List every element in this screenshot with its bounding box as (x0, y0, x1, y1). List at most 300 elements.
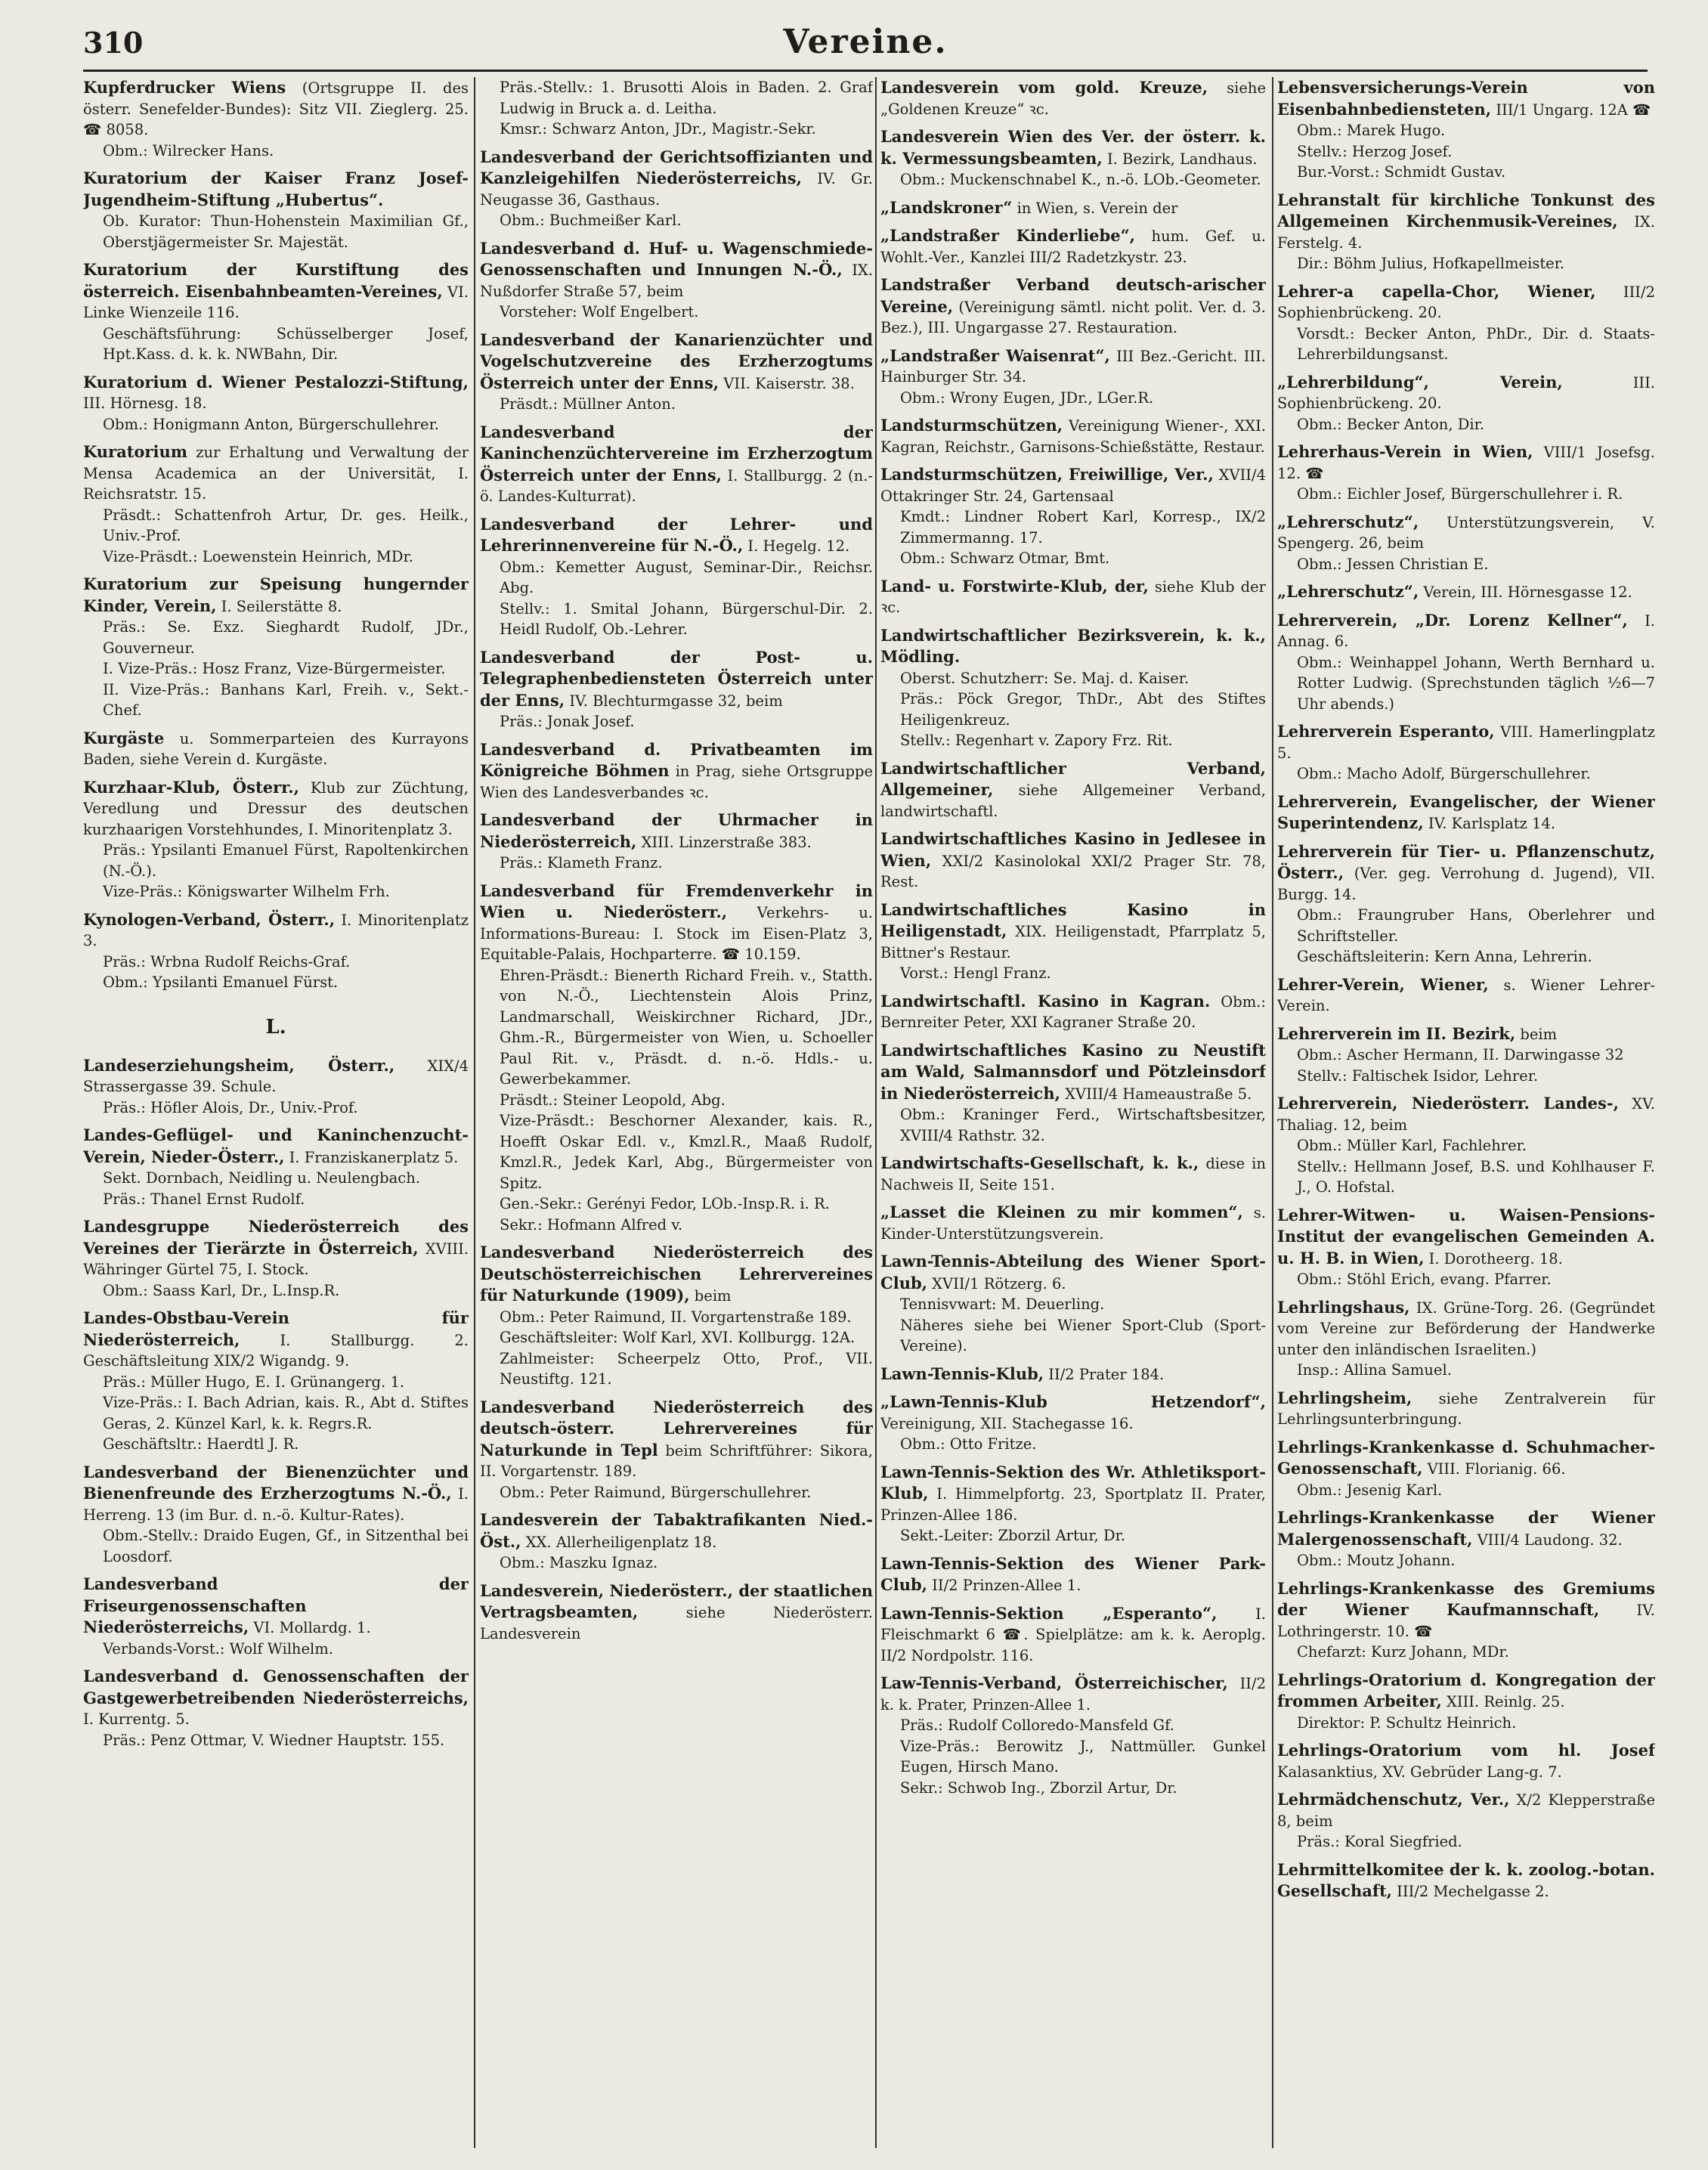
directory-entry (1277, 974, 1655, 1017)
entry-name: Landesverband der Uhrmacher in Niederösterreich, (480, 810, 873, 851)
entry-address: X/2 Klepperstraße 8, beim (1277, 1791, 1655, 1830)
entry-name: Kuratorium zur Speisung hungernder Kinder, Verein, (83, 574, 469, 615)
directory-entry (1277, 1670, 1655, 1734)
entry-name: Landesverband Niederösterreich des Deutschösterreichischen Lehrervereines für Naturkunde (1909), (480, 1243, 873, 1305)
entry-address: hum. Gef. u. Wohlt.-Ver., Kanzlei III/2 Radetzkystr. 23. (880, 228, 1266, 266)
entry-address: in Wien, s. Verein der (1016, 199, 1178, 217)
entry-name: Lawn-Tennis-Abteilung des Wiener Sport-Club, (880, 1252, 1266, 1292)
directory-entry (880, 1462, 1266, 1546)
entry-address: XVIII/4 Hameaustraße 5. (1065, 1085, 1252, 1103)
entry-officer: Präs.: Penz Ottmar, V. Wiedner Hauptstr. 155. (103, 1731, 445, 1749)
directory-entry (1277, 1578, 1655, 1663)
directory-entry (1277, 1297, 1655, 1381)
directory-entry (1277, 1437, 1655, 1501)
directory-entry (480, 1397, 873, 1503)
directory-entry (1277, 512, 1655, 575)
directory-entry (880, 126, 1266, 190)
entry-address: XIII. Linzerstraße 383. (641, 833, 812, 851)
entry-officer: Obm.: Macho Adolf, Bürgerschullehrer. (1297, 765, 1591, 782)
entry-address: XVIII. Währinger Gürtel 75, I. Stock. (83, 1240, 469, 1278)
entry-name: Lehrerverein, „Dr. Lorenz Kellner“, (1277, 610, 1628, 630)
entry-officer: Obm.: Jessen Christian E. (1297, 555, 1489, 573)
entry-address: XIII. Reinlg. 25. (1446, 1693, 1565, 1710)
directory-entry (1277, 281, 1655, 365)
directory-entry (880, 197, 1266, 219)
entry-name: Lehrmädchenschutz, Ver., (1277, 1790, 1510, 1809)
entry-address: XVII/1 Rötzerg. 6. (932, 1274, 1066, 1292)
column-3 (880, 77, 1266, 2148)
directory-entry (83, 909, 469, 993)
entry-officer: Chefarzt: Kurz Johann, MDr. (1297, 1643, 1509, 1661)
entry-name: Landesverband Niederösterreich des deutsch-österr. Lehrervereines für Naturkunde in Tepl (480, 1397, 873, 1460)
entry-address: I. Seilerstätte 8. (221, 597, 342, 615)
entry-officer: Präs.-Stellv.: 1. Brusotti Alois in Baden. 2. Graf Ludwig in Bruck a. d. Leitha. (500, 79, 873, 117)
entry-address: II/2 Prinzen-Allee 1. (932, 1577, 1081, 1594)
entry-officer: Sekt. Dornbach, Neidling u. Neulengbach. (103, 1169, 420, 1187)
entry-name: „Lasset die Kleinen zu mir kommen“, (880, 1203, 1243, 1221)
directory-entry (480, 881, 873, 1236)
entry-officer: Stellv.: Regenhart v. Zapory Frz. Rit. (900, 732, 1173, 749)
entry-officer: Kmsr.: Schwarz Anton, JDr., Magistr.-Sekr. (500, 120, 816, 138)
page-title: Vereine. (783, 23, 948, 61)
entry-address: XIX. Heiligenstadt, Pfarrplatz 5, Bittner's Restaur. (880, 923, 1266, 961)
entry-officer: Obm.: Maszku Ignaz. (500, 1554, 658, 1571)
directory-entry (480, 330, 873, 415)
entry-name: Landesverband der Kaninchenzüchtervereine im Erzherzogtum Österreich unter der Enns, (480, 422, 873, 484)
column-4 (1277, 77, 1655, 2148)
directory-entry (880, 625, 1266, 751)
header-rule (83, 70, 1648, 72)
entry-officer: Stellv.: Herzog Josef. (1297, 142, 1453, 160)
entry-officer: Präs.: Klameth Franz. (500, 854, 663, 871)
entry-officer: Obm.: Kraninger Ferd., Wirtschaftsbesitzer, XVIII/4 Rathstr. 32. (900, 1106, 1266, 1144)
entry-officer: Obm.: Becker Anton, Dir. (1297, 415, 1485, 433)
entry-address: Verein, III. Hörnesgasse 12. (1423, 584, 1632, 601)
entry-address: VII. Kaiserstr. 38. (723, 374, 855, 392)
entry-address: Unterstützungsverein, V. Spengerg. 26, beim (1277, 513, 1655, 552)
entry-name: Lawn-Tennis-Sektion „Esperanto“, (880, 1603, 1218, 1623)
directory-entry (1277, 1023, 1655, 1087)
entry-name: Lehrmittelkomitee der k. k. zoolog.-botan. Gesellschaft, (1277, 1859, 1655, 1900)
entry-officer: Obm.: Müller Karl, Fachlehrer. (1297, 1137, 1527, 1154)
entry-address: s. Kinder-Unterstützungsverein. (880, 1204, 1266, 1243)
entry-name: Landesverein vom gold. Kreuze, (880, 78, 1208, 97)
entry-name: Landesverband der Gerichtsoffizianten und Kanzleigehilfen Niederösterreichs, (480, 147, 873, 187)
entry-name: Lehranstalt für kirchliche Tonkunst des Allgemeinen Kirchenmusik-Vereines, (1277, 190, 1655, 231)
entry-officer: Präsdt.: Müllner Anton. (500, 395, 676, 413)
entry-name: Landesverband d. Huf- u. Wagenschmiede-Genossenschaften und Innungen N.-Ö., (480, 238, 873, 279)
entry-name: Lehrerverein, Niederösterr. Landes-, (1277, 1094, 1619, 1113)
directory-entry (1277, 1093, 1655, 1198)
directory-entry (1277, 1789, 1655, 1853)
entry-name: Landeserziehungsheim, Österr., (83, 1055, 395, 1075)
entry-officer: Präs.: Thanel Ernst Rudolf. (103, 1190, 305, 1208)
entry-officer: Obm.: Stöhl Erich, evang. Pfarrer. (1297, 1271, 1552, 1288)
entry-name: Landsturmschützen, Freiwillige, Ver., (880, 465, 1214, 484)
entry-address: IX. Grüne-Torg. 26. (Gegründet vom Vereine zur Beförderung der Handwerke unter den inländischen Israeliten.) (1277, 1299, 1655, 1358)
entry-officer: Obm.: Jesenig Karl. (1297, 1481, 1443, 1499)
entry-officer: Obm.: Peter Raimund, Bürgerschullehrer. (500, 1483, 812, 1501)
entry-name: Landwirtschaftlicher Verband, Allgemeiner, (880, 758, 1266, 799)
entry-address: I. Himmelpfortg. 23, Sportplatz II. Prater, Prinzen-Allee 186. (880, 1485, 1266, 1524)
directory-entry (480, 238, 873, 323)
entry-officer: Obm.: Peter Raimund, II. Vorgartenstraße 189. (500, 1308, 852, 1326)
directory-entry (880, 415, 1266, 457)
entry-address: Vereinigung, XII. Stachegasse 16. (880, 1414, 1134, 1432)
directory-entry (880, 225, 1266, 268)
entry-officer: Stellv.: 1. Smital Johann, Bürgerschul-Dir. 2. Heidl Rudolf, Ob.-Lehrer. (500, 599, 873, 638)
directory-entry (480, 647, 873, 732)
entry-address: beim (1520, 1025, 1558, 1043)
entry-address: I. Annag. 6. (1277, 611, 1655, 650)
entry-name: Landesverband d. Privatbeamten im Königreiche Böhmen (480, 739, 873, 780)
entry-name: Landwirtschafts-Gesellschaft, k. k., (880, 1153, 1199, 1172)
entry-officer: Präsdt.: Steiner Leopold, Abg. (500, 1091, 726, 1109)
entry-officer: Präs.: Se. Exz. Sieghardt Rudolf, JDr., Gouverneur. (103, 618, 469, 657)
entry-address: VI. Linke Wienzeile 116. (83, 283, 469, 321)
entry-name: Lebensversicherungs-Verein von Eisenbahnbediensteten, (1277, 78, 1655, 119)
entry-name: Landwirtschaftliches Kasino zu Neustift am Wald, Salmannsdorf und Pötzleinsdorf in Niederösterreich, (880, 1040, 1266, 1103)
entry-name: Landesgruppe Niederösterreich des Vereines der Tierärzte in Österreich, (83, 1217, 469, 1258)
directory-entry (480, 147, 873, 231)
entry-address: VIII. Florianig. 66. (1427, 1460, 1566, 1478)
entry-address: VIII. Hamerlingplatz 5. (1277, 723, 1655, 762)
entry-address: XV. Thaliag. 12, beim (1277, 1095, 1655, 1134)
entry-name: „Landstraßer Kinderliebe“, (880, 226, 1135, 245)
directory-entry (1277, 721, 1655, 785)
entry-officer: Zahlmeister: Scheerpelz Otto, Prof., VII. Neustiftg. 121. (500, 1349, 873, 1388)
page-header (83, 23, 1648, 67)
entry-name: Lehrlingsheim, (1277, 1388, 1413, 1407)
entry-officer: Präs.: Höfler Alois, Dr., Univ.-Prof. (103, 1098, 358, 1116)
entry-officer: Vize-Präsdt.: Loewenstein Heinrich, MDr. (103, 547, 413, 565)
entry-name: Kupferdrucker Wiens (83, 78, 286, 97)
directory-entry (83, 372, 469, 435)
entry-address: beim (694, 1287, 732, 1305)
directory-entry (880, 899, 1266, 984)
entry-officer: Dir.: Böhm Julius, Hofkapellmeister. (1297, 255, 1565, 272)
entry-name: Kuratorium der Kurstiftung des österreich. Eisenbahnbeamten-Vereines, (83, 260, 469, 301)
entry-officer: Ehren-Präsdt.: Bienerth Richard Freih. v., Statth. von N.-Ö., Liechtenstein Alois Prinz, Landmarschall, Weiskirchner Richard, JDr., Ghm.-R., Bürgermeister von Wien, u. Schoeller Paul Rit. v., Präsdt. d. n.-ö. Hdls.- u. Gewerbekammer. (500, 966, 873, 1088)
directory-entry (880, 77, 1266, 119)
entry-name: Lehrlings-Krankenkasse der Wiener Malergenossenschaft, (1277, 1508, 1655, 1549)
directory-entry (1277, 791, 1655, 834)
entry-officer: Obm.: Ypsilanti Emanuel Fürst. (103, 974, 339, 991)
directory-entry (480, 739, 873, 803)
entry-name: „Landstraßer Waisenrat“, (880, 345, 1110, 365)
entry-officer: Präs.: Jonak Josef. (500, 713, 635, 730)
entry-address: Obm.: Bernreiter Peter, XXI Kagraner Straße 20. (880, 992, 1266, 1031)
entry-address: IX. Nußdorfer Straße 57, beim (480, 262, 873, 300)
entry-name: Landesverband d. Genossenschaften der Gastgewerbetreibenden Niederösterreichs, (83, 1667, 469, 1707)
page-number: 310 (83, 26, 144, 60)
directory-entry (880, 758, 1266, 822)
directory-entry (480, 809, 873, 874)
entry-name: Lehrer-Verein, Wiener, (1277, 974, 1489, 994)
entry-address: II/2 Prater 184. (1048, 1365, 1165, 1383)
entry-name: Kurzhaar-Klub, Österr., (83, 777, 299, 797)
entry-name: Lehrlings-Krankenkasse d. Schuhmacher-Genossenschaft, (1277, 1437, 1655, 1478)
directory-entry (1277, 441, 1655, 505)
entry-address: VIII/1 Josefsg. 12. ☎ (1277, 444, 1655, 482)
directory-entry (1277, 610, 1655, 715)
directory-entry (1277, 372, 1655, 435)
entry-address: IV. Karlsplatz 14. (1428, 815, 1556, 832)
directory-entry (1277, 841, 1655, 967)
entry-name: Lehrerhaus-Verein in Wien, (1277, 442, 1533, 461)
entry-address: I. Dorotheerg. 18. (1428, 1249, 1563, 1268)
entry-address: I. Bezirk, Landhaus. (1106, 150, 1258, 168)
entry-address: siehe Niederösterr. Landesverein (480, 1604, 873, 1642)
entry-name: Landwirtschaftliches Kasino in Jedlesee in Wien, (880, 829, 1266, 870)
entry-officer: Sekr.: Schwob Ing., Zborzil Artur, Dr. (900, 1778, 1177, 1797)
entry-address: XX. Allerheiligenplatz 18. (525, 1533, 717, 1551)
directory-entry (83, 77, 469, 161)
directory-entry (83, 1216, 469, 1301)
entry-name: Lehrlings-Oratorium d. Kongregation der frommen Arbeiter, (1277, 1670, 1655, 1710)
directory-entry (880, 991, 1266, 1033)
entry-officer: Obm.: Wrony Eugen, JDr., LGer.R. (900, 388, 1154, 407)
entry-officer: Geschäftsleiterin: Kern Anna, Lehrerin. (1297, 948, 1592, 965)
entry-address: I. Herreng. 13 (im Bur. d. n.-ö. Kultur-Rates). (83, 1485, 469, 1524)
entry-address: XXI/2 Kasinolokal XXI/2 Prager Str. 78, Rest. (880, 852, 1266, 890)
entry-address: beim Schriftführer: Sikora, II. Vorgartenstr. 189. (480, 1441, 873, 1480)
entry-address: IV. Lothringerstr. 10. ☎ (1277, 1602, 1655, 1640)
directory-entry (83, 1462, 469, 1568)
entry-address: (Ortsgruppe II. des österr. Senefelder-Bundes): Sitz VII. Zieglerg. 25. ☎ 8058. (83, 79, 469, 138)
entry-address: u. Sommerparteien des Kurrayons Baden, siehe Verein d. Kurgäste. (83, 729, 469, 768)
entry-officer: Obm.: Muckenschnabel K., n.-ö. LOb.-Geometer. (900, 171, 1261, 188)
directory-entry (1277, 1740, 1655, 1782)
directory-entry (880, 1553, 1266, 1596)
entry-name: Landes-Geflügel- und Kaninchenzucht-Verein, Nieder-Österr., (83, 1125, 469, 1166)
entry-officer: Präs.: Rudolf Colloredo-Mansfeld Gf. (900, 1716, 1174, 1734)
entry-officer: Obm.: Otto Fritze. (900, 1435, 1037, 1453)
entry-address: III/2 Mechelgasse 2. (1397, 1883, 1549, 1900)
entry-officer: Obm.: Ascher Hermann, II. Darwingasse 32 (1297, 1046, 1624, 1063)
entry-address: VIII/4 Laudong. 32. (1477, 1531, 1623, 1549)
entry-officer: Präs.: Pöck Gregor, ThDr., Abt des Stiftes Heiligenkreuz. (900, 690, 1266, 729)
entry-name: „Lehrerbildung“, Verein, (1277, 372, 1563, 392)
entry-name: Kuratorium d. Wiener Pestalozzi-Stiftung, (83, 372, 469, 392)
entry-name: Lehrlingshaus, (1277, 1297, 1410, 1317)
directory-entry (880, 576, 1266, 618)
entry-name: Landesverband der Kanarienzüchter und Vogelschutzvereine des Erzherzogtums Österreich unter der Enns, (480, 330, 873, 392)
entry-name: Kuratorium der Kaiser Franz Josef-Jugendheim-Stiftung „Hubertus“. (83, 169, 469, 209)
entry-name: Landesverband der Lehrer- und Lehrerinnenvereine für N.-Ö., (480, 514, 873, 555)
directory-entry (1277, 1859, 1655, 1902)
directory-entry (880, 274, 1266, 339)
directory-entry (880, 1603, 1266, 1667)
entry-address: I. Franziskanerplatz 5. (289, 1148, 459, 1166)
directory-entry (480, 422, 873, 507)
entry-officer: Direktor: P. Schultz Heinrich. (1297, 1713, 1517, 1732)
entry-officer: Obm.: Kemetter August, Seminar-Dir., Reichsr. Abg. (500, 558, 873, 596)
entry-name: „Landskroner“ (880, 197, 1013, 217)
entry-address: siehe Zentralverein für Lehrlingsunterbringung. (1277, 1389, 1655, 1428)
entry-officer: Präs.: Wrbna Rudolf Reichs-Graf. (103, 952, 351, 970)
entry-address: I. Hegelg. 12. (747, 537, 850, 555)
entry-address: Verkehrs- u. Informations-Bureau: I. Stock im Eisen-Platz 3, Equitable-Palais, Hochparterre. ☎ 10.159. (480, 904, 873, 963)
entry-name: Law-Tennis-Verband, Österreichischer, (880, 1673, 1228, 1692)
entry-address: I. Fleischmarkt 6 ☎. Spielplätze: am k. k. Aeroplg. II/2 Nordpolstr. 116. (880, 1605, 1266, 1664)
entry-officer: Insp.: Allina Samuel. (1297, 1361, 1452, 1379)
directory-entry (480, 1509, 873, 1574)
entry-name: Landesverband der Bienenzüchter und Bienenfreunde des Erzherzogtums N.-Ö., (83, 1462, 469, 1503)
entry-name: Land- u. Forstwirte-Klub, der, (880, 576, 1149, 596)
entry-officer: Vize-Präs.: Berowitz J., Nattmüller. Gunkel Eugen, Hirsch Mano. (900, 1737, 1266, 1775)
entry-officer: Obm.: Honigmann Anton, Bürgerschullehrer. (103, 415, 439, 433)
directory-entry (83, 1574, 469, 1659)
entry-address: siehe Klub der ꝛc. (880, 577, 1266, 616)
entry-officer: Sekt.-Leiter: Zborzil Artur, Dr. (900, 1527, 1125, 1544)
entry-officer: Gen.-Sekr.: Gerényi Fedor, LOb.-Insp.R. i. R. (500, 1195, 830, 1212)
entry-address: Klub zur Züchtung, Veredlung und Dressur des deutschen kurzhaarigen Vorstehhundes, I. Minoritenplatz 3. (83, 779, 469, 838)
entry-name: Landsturmschützen, (880, 416, 1063, 435)
entry-officer: Obm.: Schwarz Otmar, Bmt. (900, 549, 1110, 567)
column-divider (1272, 77, 1273, 2148)
entry-officer: Obm.: Fraungruber Hans, Oberlehrer und Schriftsteller. (1297, 906, 1655, 945)
entry-name: „Lehrerschutz“, (1277, 512, 1419, 531)
entry-officer: II. Vize-Präs.: Banhans Karl, Freih. v., Sekt.-Chef. (103, 680, 469, 719)
entry-name: Landwirtschaftliches Kasino in Heiligenstadt, (880, 899, 1266, 940)
entry-name: Landesverband für Fremdenverkehr in Wien u. Niederösterr., (480, 881, 873, 921)
entry-name: Lawn-Tennis-Klub, (880, 1364, 1044, 1383)
entry-address: I. Stallburgg. 2 (n.-ö. Landes-Kulturrat). (480, 466, 873, 505)
entry-officer: Obm.: Marek Hugo. (1297, 122, 1446, 139)
entry-officer: Stellv.: Faltischek Isidor, Lehrer. (1297, 1066, 1539, 1085)
directory-entry (880, 1040, 1266, 1147)
entry-officer: Obm.: Buchmeißer Karl. (500, 212, 682, 229)
entry-officer: Verbands-Vorst.: Wolf Wilhelm. (103, 1639, 333, 1658)
directory-entry (83, 259, 469, 365)
entry-officer: Vorsteher: Wolf Engelbert. (500, 303, 699, 320)
directory-entry (83, 728, 469, 770)
entry-address: I. Stallburgg. 2. Geschäftsleitung XIX/2 Wigandg. 9. (83, 1331, 469, 1370)
entry-name: Landesverband der Friseurgenossenschaften Niederösterreichs, (83, 1574, 469, 1636)
column-1 (83, 77, 469, 2148)
entry-officer: Präs.: Müller Hugo, E. I. Grünangerg. 1. (103, 1373, 405, 1391)
entry-officer: Näheres siehe bei Wiener Sport-Club (Sport-Vereine). (900, 1316, 1266, 1354)
entry-officer: Bur.-Vorst.: Schmidt Gustav. (1297, 163, 1506, 181)
entry-officer: Obm.: Wilrecker Hans. (103, 141, 274, 159)
directory-entry (880, 345, 1266, 409)
entry-officer: Obm.: Saass Karl, Dr., L.Insp.R. (103, 1281, 340, 1299)
directory-entry (880, 1251, 1266, 1357)
entry-officer: Vorsdt.: Becker Anton, PhDr., Dir. d. Staats-Lehrerbildungsanst. (1297, 324, 1655, 363)
entry-officer: Präsdt.: Schattenfroh Artur, Dr. ges. Heilk., Univ.-Prof. (103, 506, 469, 544)
entry-address: XVII/4 Ottakringer Str. 24, Gartensaal (880, 466, 1266, 505)
entry-name: Lehrlings-Krankenkasse des Gremiums der Wiener Kaufmannschaft, (1277, 1578, 1655, 1619)
entry-address: (Ver. geg. Verrohung d. Jugend), VII. Burgg. 14. (1277, 865, 1655, 903)
directory-entry (880, 464, 1266, 569)
directory-entry (880, 1202, 1266, 1244)
entry-officer: Präs.: Ypsilanti Emanuel Fürst, Rapoltenkirchen (N.-Ö.). (103, 841, 469, 880)
entry-name: Kynologen-Verband, Österr., (83, 909, 336, 929)
entry-officer: Geschäftsleiter: Wolf Karl, XVI. Kollburgg. 12A. (500, 1329, 856, 1346)
entry-name: Landwirtschaftlicher Bezirksverein, k. k., Mödling. (880, 625, 1266, 666)
directory-entry (83, 1666, 469, 1751)
entry-name: Kurgäste (83, 728, 165, 748)
directory-entry (880, 1153, 1266, 1195)
entry-name: Lehrerverein, Evangelischer, der Wiener Superintendenz, (1277, 791, 1655, 832)
directory-entry (480, 1242, 873, 1390)
directory-entry (83, 1125, 469, 1209)
entry-address: IX. Ferstelg. 4. (1277, 213, 1655, 252)
entry-name: Kuratorium (83, 442, 187, 461)
directory-entry (880, 1673, 1266, 1798)
directory-entry (880, 828, 1266, 893)
directory-entry (480, 77, 873, 140)
section-letter: L. (265, 1015, 286, 1039)
entry-officer: Kmdt.: Lindner Robert Karl, Korresp., IX/2 Zimmermanng. 17. (900, 508, 1266, 546)
entry-officer: Obm.-Stellv.: Draido Eugen, Gf., in Sitzenthal bei Loosdorf. (103, 1527, 469, 1565)
entry-name: Lehrerverein für Tier- u. Pflanzenschutz, Österr., (1277, 841, 1655, 882)
directory-entry (480, 514, 873, 640)
entry-officer: I. Vize-Präs.: Hosz Franz, Vize-Bürgermeister. (103, 660, 446, 677)
entry-name: Landesverein, Niederösterr., der staatlichen Vertragsbeamten, (480, 1580, 873, 1621)
entry-address: III/1 Ungarg. 12A ☎ (1496, 101, 1651, 119)
entry-address: (Vereinigung sämtl. nicht polit. Ver. d. 3. Bez.), III. Ungargasse 27. Restauration. (880, 298, 1266, 336)
entry-name: Lehrerverein im II. Bezirk, (1277, 1023, 1516, 1043)
directory-entry (480, 1580, 873, 1645)
entry-address: IV. Gr. Neugasse 36, Gasthaus. (480, 170, 873, 209)
entry-name: Landwirtschaftl. Kasino in Kagran. (880, 991, 1211, 1011)
entry-address: XIX/4 Strassergasse 39. Schule. (83, 1057, 469, 1095)
entry-officer: Obm.: Eichler Josef, Bürgerschullehrer i. R. (1297, 485, 1623, 503)
entry-address: siehe Allgemeiner Verband, landwirtschaftl. (880, 782, 1266, 820)
entry-name: Landesverein Wien des Ver. der österr. k. k. Vermessungsbeamten, (880, 127, 1266, 168)
entry-officer: Tennisvwart: M. Deuerling. (900, 1295, 1105, 1313)
entry-name: Lawn-Tennis-Sektion des Wiener Park-Club, (880, 1553, 1266, 1594)
entry-officer: Sekr.: Hofmann Alfred v. (500, 1215, 683, 1234)
entry-address: IV. Blechturmgasse 32, beim (569, 692, 783, 710)
entry-officer: Oberst. Schutzherr: Se. Maj. d. Kaiser. (900, 669, 1190, 687)
entry-officer: Geschäftsltr.: Haerdtl J. R. (103, 1435, 299, 1453)
directory-entry (880, 1391, 1266, 1455)
entry-officer: Ob. Kurator: Thun-Hohenstein Maximilian Gf., Oberstjägermeister Sr. Majestät. (103, 212, 469, 251)
entry-address: III/2 Sophienbrückeng. 20. (1277, 283, 1655, 321)
directory-entry (83, 574, 469, 721)
entry-name: „Lawn-Tennis-Klub Hetzendorf“, (880, 1392, 1266, 1411)
entry-address: Vereinigung Wiener-, XXI. Kagran, Reichstr., Garnisons-Schießstätte, Restaur. (880, 417, 1266, 456)
entry-name: Landstraßer Verband deutsch-arischer Vereine, (880, 275, 1266, 316)
entry-address: III. Hörnesg. 18. (83, 395, 207, 412)
directory-entry (83, 441, 469, 567)
entry-name: Landesverband der Post- u. Telegraphenbediensteten Österreich unter der Enns, (480, 647, 873, 710)
entry-officer: Vize-Präsdt.: Beschorner Alexander, kais. R., Hoefft Oskar Edl. v., Kmzl.R., Maaß Rudolf, Kmzl.R., Jedek Karl, Abg., Bürgermeister von Spitz. (500, 1112, 873, 1192)
entry-address: Kalasanktius, XV. Gebrüder Lang-g. 7. (1277, 1763, 1562, 1781)
entry-address: VI. Mollardg. 1. (253, 1619, 371, 1636)
entry-officer: Stellv.: Hellmann Josef, B.S. und Kohlhauser F. J., O. Hofstal. (1297, 1157, 1655, 1196)
entry-address: III. Sophienbrückeng. 20. (1277, 373, 1655, 412)
entry-name: Lehrer-a capella-Chor, Wiener, (1277, 281, 1596, 301)
entry-officer: Obm.: Weinhappel Johann, Werth Bernhard u. Rotter Ludwig. (Sprechstunden täglich ½6—7 Uhr abends.) (1297, 653, 1655, 713)
directory-entry (880, 1364, 1266, 1385)
column-2 (480, 77, 873, 2148)
entry-address: I. Kurrentg. 5. (83, 1710, 190, 1728)
column-divider (474, 77, 475, 2148)
entry-address: in Prag, siehe Ortsgruppe Wien des Landesverbandes ꝛc. (480, 763, 873, 801)
column-divider (875, 77, 877, 2148)
entry-name: Lehrerverein Esperanto, (1277, 722, 1495, 741)
entry-officer: Vize-Präs.: Königswarter Wilhelm Frh. (103, 883, 390, 900)
entry-officer: Vize-Präs.: I. Bach Adrian, kais. R., Abt d. Stiftes Geras, 2. Künzel Karl, k. k. Regrs.R. (103, 1394, 469, 1432)
directory-entry (1277, 581, 1655, 603)
entry-officer: Obm.: Moutz Johann. (1297, 1552, 1456, 1569)
entry-name: Landes-Obstbau-Verein für Niederösterreich, (83, 1308, 469, 1349)
entry-address: s. Wiener Lehrer-Verein. (1277, 976, 1655, 1014)
